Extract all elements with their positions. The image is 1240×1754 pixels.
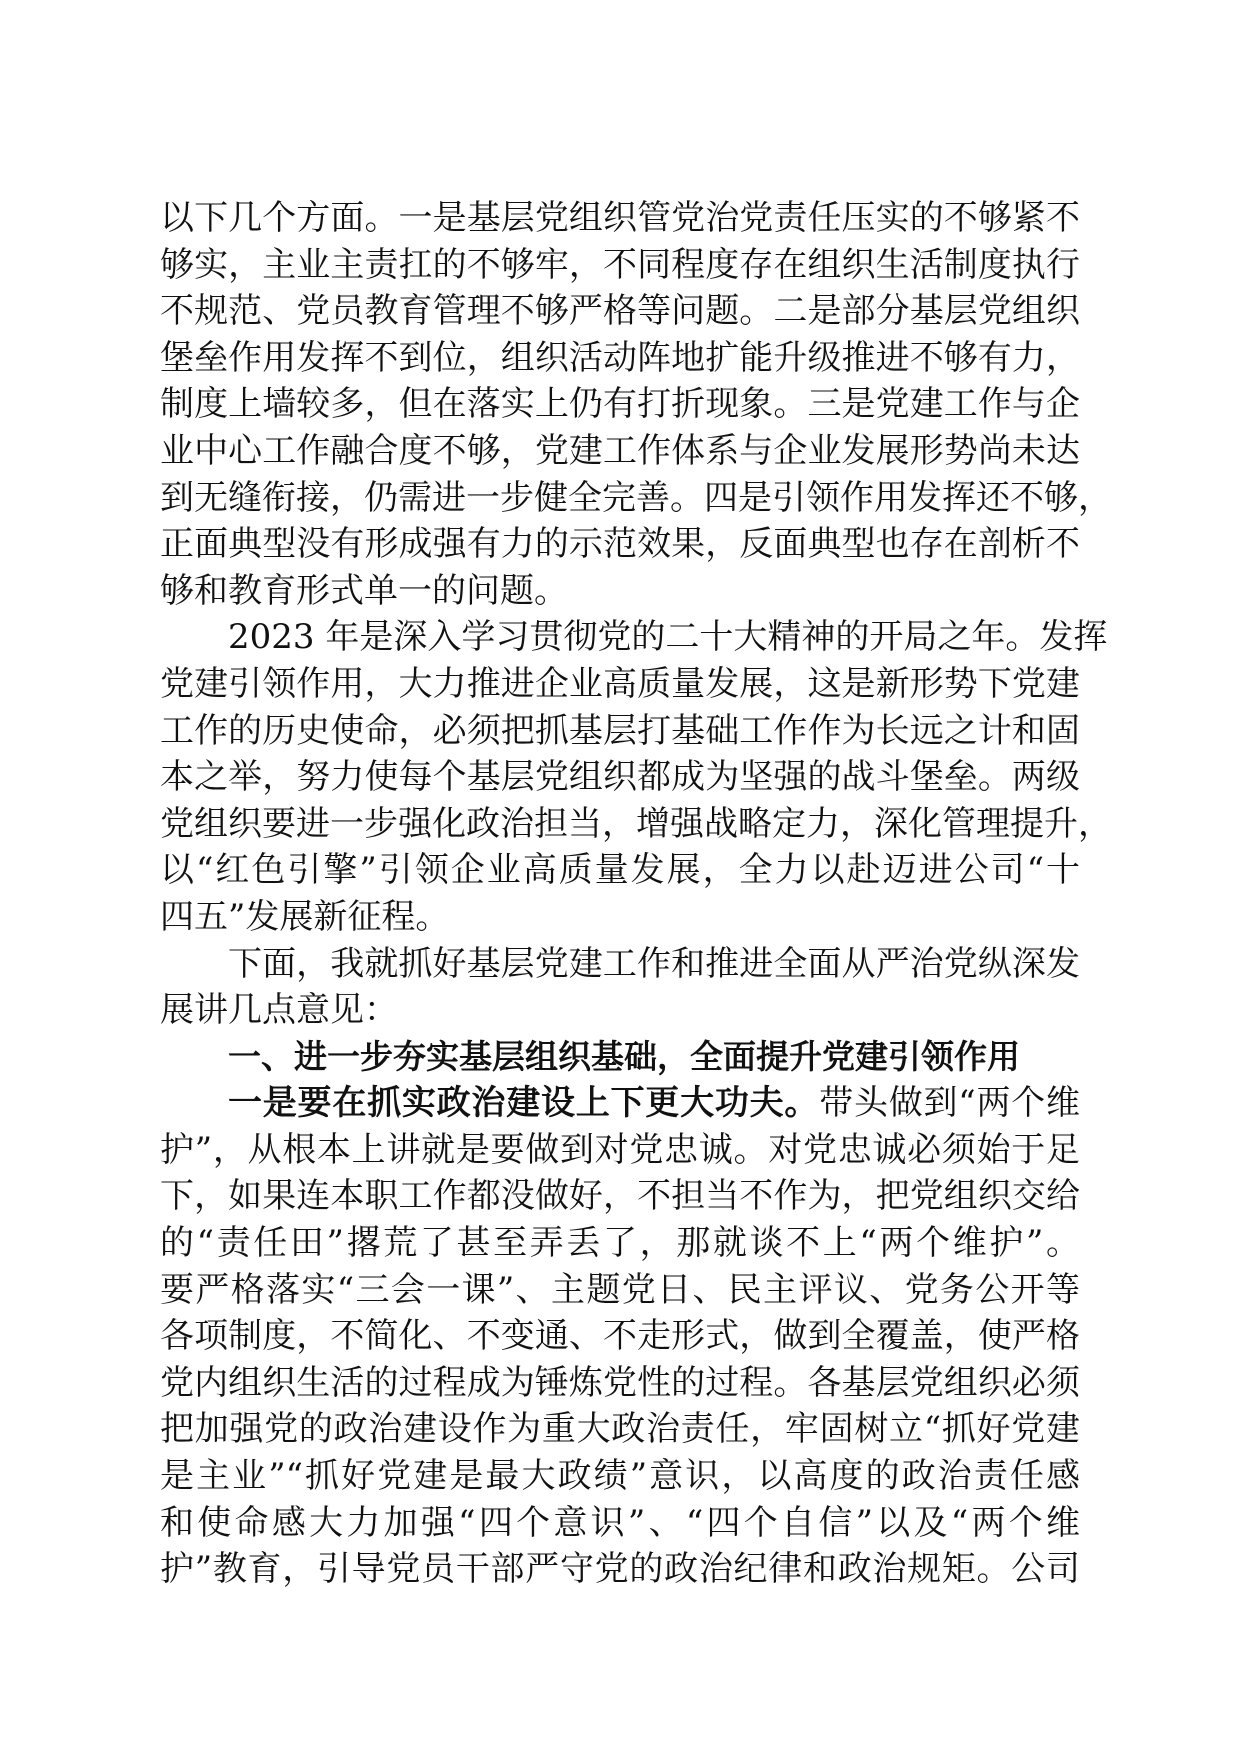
text-line: 堡垒作用发挥不到位，组织活动阵地扩能升级推进不够有力，	[160, 337, 1080, 378]
section-heading: 一、进一步夯实基层组织基础，全面提升党建引领作用	[228, 1036, 1020, 1076]
text-line: 的“责任田”撂荒了甚至弄丢了，那就谈不上“两个维护”。	[160, 1223, 1080, 1264]
text-line: 下，如果连本职工作都没做好，不担当不作为，把党组织交给	[160, 1176, 1080, 1217]
text-line: 护”教育，引导党员干部严守党的政治纪律和政治规矩。公司	[160, 1549, 1080, 1590]
text-line: 护”，从根本上讲就是要做到对党忠诚。对党忠诚必须始于足	[160, 1129, 1080, 1170]
document-body	[160, 195, 1112, 1593]
text-line: 各项制度，不简化、不变通、不走形式，做到全覆盖，使严格	[160, 1316, 1080, 1357]
text-line: 业中心工作融合度不够，党建工作体系与企业发展形势尚未达	[160, 430, 1080, 471]
text-line: 下面，我就抓好基层党建工作和推进全面从严治党纵深发	[228, 943, 1080, 984]
text-line: 要严格落实“三会一课”、主题党日、民主评议、党务公开等	[160, 1269, 1080, 1310]
text-line: 以“红色引擎”引领企业高质量发展，全力以赴迈进公司“十	[160, 850, 1080, 891]
text-line: 够和教育形式单一的问题。	[160, 570, 568, 611]
paragraph-4	[160, 1080, 1080, 1593]
text-line: 到无缝衔接，仍需进一步健全完善。四是引领作用发挥还不够，	[160, 477, 1112, 518]
text-line: 党组织要进一步强化政治担当，增强战略定力，深化管理提升，	[160, 803, 1112, 844]
text-line: 正面典型没有形成强有力的示范效果，反面典型也存在剖析不	[160, 524, 1080, 565]
paragraph-3	[160, 941, 1080, 1034]
text-line: 工作的历史使命，必须把抓基层打基础工作作为长远之计和固	[160, 710, 1080, 751]
text-line: 不规范、党员教育管理不够严格等问题。二是部分基层党组织	[160, 291, 1080, 332]
text-line: 党内组织生活的过程成为锤炼党性的过程。各基层党组织必须	[160, 1362, 1080, 1403]
text-line	[160, 1080, 1080, 1127]
paragraph-1	[160, 195, 1112, 614]
text-line: 是主业”“抓好党建是最大政绩”意识，以高度的政治责任感	[160, 1456, 1080, 1497]
text-line: 四五”发展新征程。	[160, 896, 450, 937]
text-line: 2023 年是深入学习贯彻党的二十大精神的开局之年。发挥	[228, 617, 1108, 658]
text-line: 够实，主业主责扛的不够牢，不同程度存在组织生活制度执行	[160, 244, 1080, 285]
text-line: 以下几个方面。一是基层党组织管党治党责任压实的不够紧不	[160, 198, 1080, 238]
text-line: 党建引领作用，大力推进企业高质量发展，这是新形势下党建	[160, 663, 1080, 704]
text-line: 本之举，努力使每个基层党组织都成为坚强的战斗堡垒。两级	[160, 757, 1080, 798]
text-line: 展讲几点意见：	[160, 990, 398, 1031]
text-segment: 带头做到“两个维	[819, 1083, 1080, 1124]
text-line: 把加强党的政治建设作为重大政治责任，牢固树立“抓好党建	[160, 1409, 1080, 1450]
paragraph-2	[160, 614, 1112, 940]
text-line: 制度上墙较多，但在落实上仍有打折现象。三是党建工作与企	[160, 384, 1080, 425]
text-line: 和使命感大力加强“四个意识”、“四个自信”以及“两个维	[160, 1502, 1080, 1543]
paragraph-lead: 一是要在抓实政治建设上下更大功夫。	[228, 1083, 820, 1124]
